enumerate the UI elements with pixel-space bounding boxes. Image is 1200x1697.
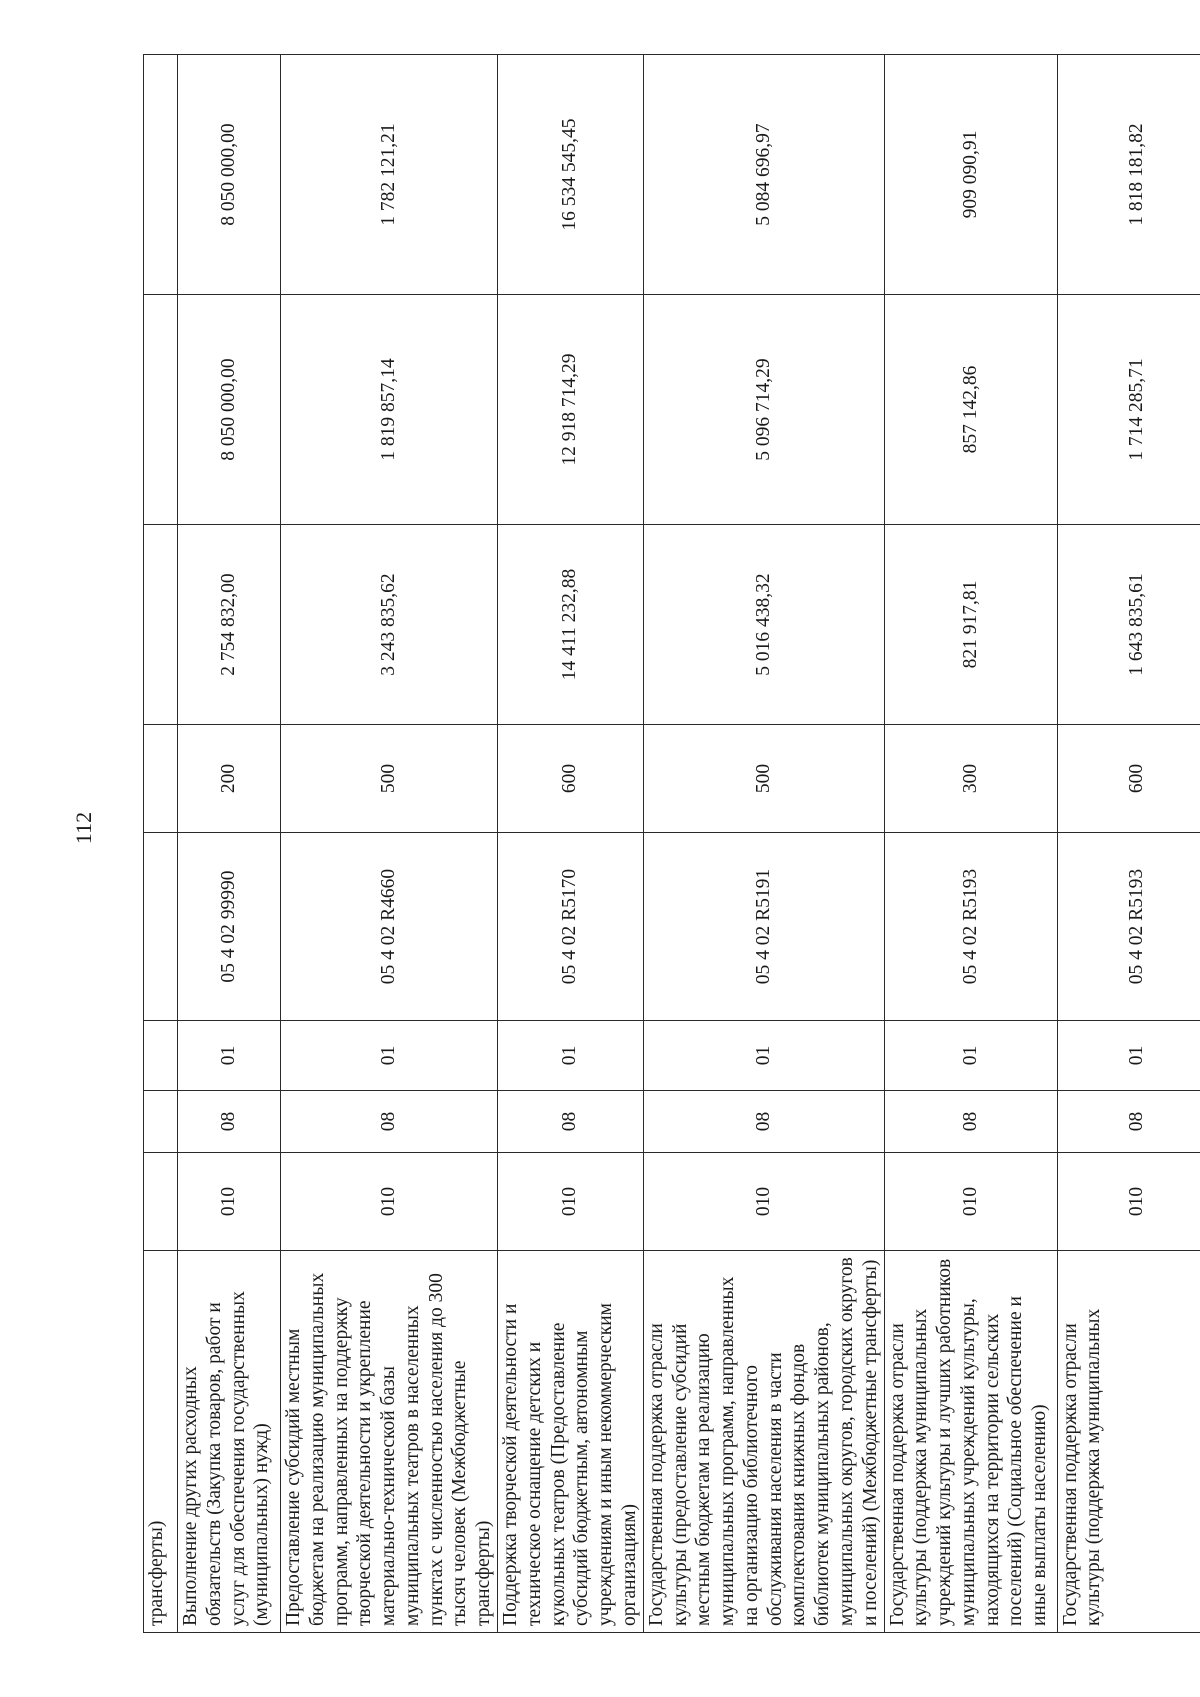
row-description: Выполнение других расходных обязательств (Закупка товаров, работ и услуг для обеспечения государственных (муниципальных) нужд) [178, 1251, 281, 1633]
table-row [281, 55, 498, 1633]
table-row [178, 55, 281, 1633]
section-code: 08 [281, 1091, 498, 1153]
expense-type-code: 200 [178, 725, 281, 833]
expense-type-code: 500 [643, 725, 884, 833]
amount-1: 821 917,81 [884, 525, 1057, 725]
subsection-code: 01 [498, 1021, 644, 1091]
admin-code: 010 [643, 1153, 884, 1251]
admin-code [144, 1153, 178, 1251]
subsection-code: 01 [1057, 1021, 1200, 1091]
amount-2: 1 714 285,71 [1057, 295, 1200, 525]
subsection-code: 01 [178, 1021, 281, 1091]
amount-2: 12 918 714,29 [498, 295, 644, 525]
amount-3: 16 534 545,45 [498, 55, 644, 295]
row-description: Государственная поддержка отрасли культуры (поддержка муниципальных [1057, 1251, 1200, 1633]
table-row [498, 55, 644, 1633]
admin-code: 010 [281, 1153, 498, 1251]
target-article-code: 05 4 02 R5193 [1057, 833, 1200, 1021]
amount-2: 8 050 000,00 [178, 295, 281, 525]
expense-type-code: 300 [884, 725, 1057, 833]
subsection-code [144, 1021, 178, 1091]
row-description: Государственная поддержка отрасли культуры (поддержка муниципальных учреждений культуры и лучших работников муниципальных учреждений культуры, находящихся на территории сельских поселений) (Социальное обеспечение и иные выплаты населению) [884, 1251, 1057, 1633]
target-article-code: 05 4 02 R5191 [643, 833, 884, 1021]
amount-2: 5 096 714,29 [643, 295, 884, 525]
budget-table [143, 54, 1200, 1633]
admin-code: 010 [1057, 1153, 1200, 1251]
amount-3: 1 818 181,82 [1057, 55, 1200, 295]
budget-table-rotated [143, 55, 1163, 1633]
section-code: 08 [643, 1091, 884, 1153]
expense-type-code: 600 [1057, 725, 1200, 833]
amount-1 [144, 525, 178, 725]
amount-3: 8 050 000,00 [178, 55, 281, 295]
amount-3: 909 090,91 [884, 55, 1057, 295]
row-description: Государственная поддержка отрасли культуры (предоставление субсидий местным бюджетам на реализацию муниципальных программ, направленных на организацию библиотечного обслуживания населения в части комплектования книжных фондов библиотек муниципальных районов, муниципальных округов, городских округов и поселений) (Межбюджетные трансферты) [643, 1251, 884, 1633]
target-article-code [144, 833, 178, 1021]
amount-1: 1 643 835,61 [1057, 525, 1200, 725]
row-description: трансферты) [144, 1251, 178, 1633]
amount-1: 3 243 835,62 [281, 525, 498, 725]
section-code: 08 [178, 1091, 281, 1153]
subsection-code: 01 [281, 1021, 498, 1091]
expense-type-code: 600 [498, 725, 644, 833]
target-article-code: 05 4 02 R5170 [498, 833, 644, 1021]
amount-1: 5 016 438,32 [643, 525, 884, 725]
amount-2: 857 142,86 [884, 295, 1057, 525]
admin-code: 010 [178, 1153, 281, 1251]
amount-1: 14 411 232,88 [498, 525, 644, 725]
page-number: 112 [71, 811, 96, 845]
expense-type-code: 500 [281, 725, 498, 833]
row-description: Предоставление субсидий местным бюджетам на реализацию муниципальных программ, направленных на поддержку творческой деятельности и укрепление материально-технической базы муниципальных театров в населенных пунктах с численностью населения до 300 тысяч человек (Межбюджетные трансферты) [281, 1251, 498, 1633]
target-article-code: 05 4 02 R5193 [884, 833, 1057, 1021]
row-description: Поддержка творческой деятельности и техническое оснащение детских и кукольных театров (Предоставление субсидий бюджетным, автономным учреждениям и иным некоммерческим организациям) [498, 1251, 644, 1633]
target-article-code: 05 4 02 99990 [178, 833, 281, 1021]
table-row [643, 55, 884, 1633]
admin-code: 010 [498, 1153, 644, 1251]
subsection-code: 01 [884, 1021, 1057, 1091]
expense-type-code [144, 725, 178, 833]
section-code: 08 [884, 1091, 1057, 1153]
amount-1: 2 754 832,00 [178, 525, 281, 725]
table-row [884, 55, 1057, 1633]
amount-3 [144, 55, 178, 295]
table-row [1057, 55, 1200, 1633]
section-code: 08 [1057, 1091, 1200, 1153]
section-code: 08 [498, 1091, 644, 1153]
amount-2: 1 819 857,14 [281, 295, 498, 525]
amount-3: 5 084 696,97 [643, 55, 884, 295]
amount-3: 1 782 121,21 [281, 55, 498, 295]
admin-code: 010 [884, 1153, 1057, 1251]
target-article-code: 05 4 02 R4660 [281, 833, 498, 1021]
table-row [144, 55, 178, 1633]
section-code [144, 1091, 178, 1153]
subsection-code: 01 [643, 1021, 884, 1091]
amount-2 [144, 295, 178, 525]
